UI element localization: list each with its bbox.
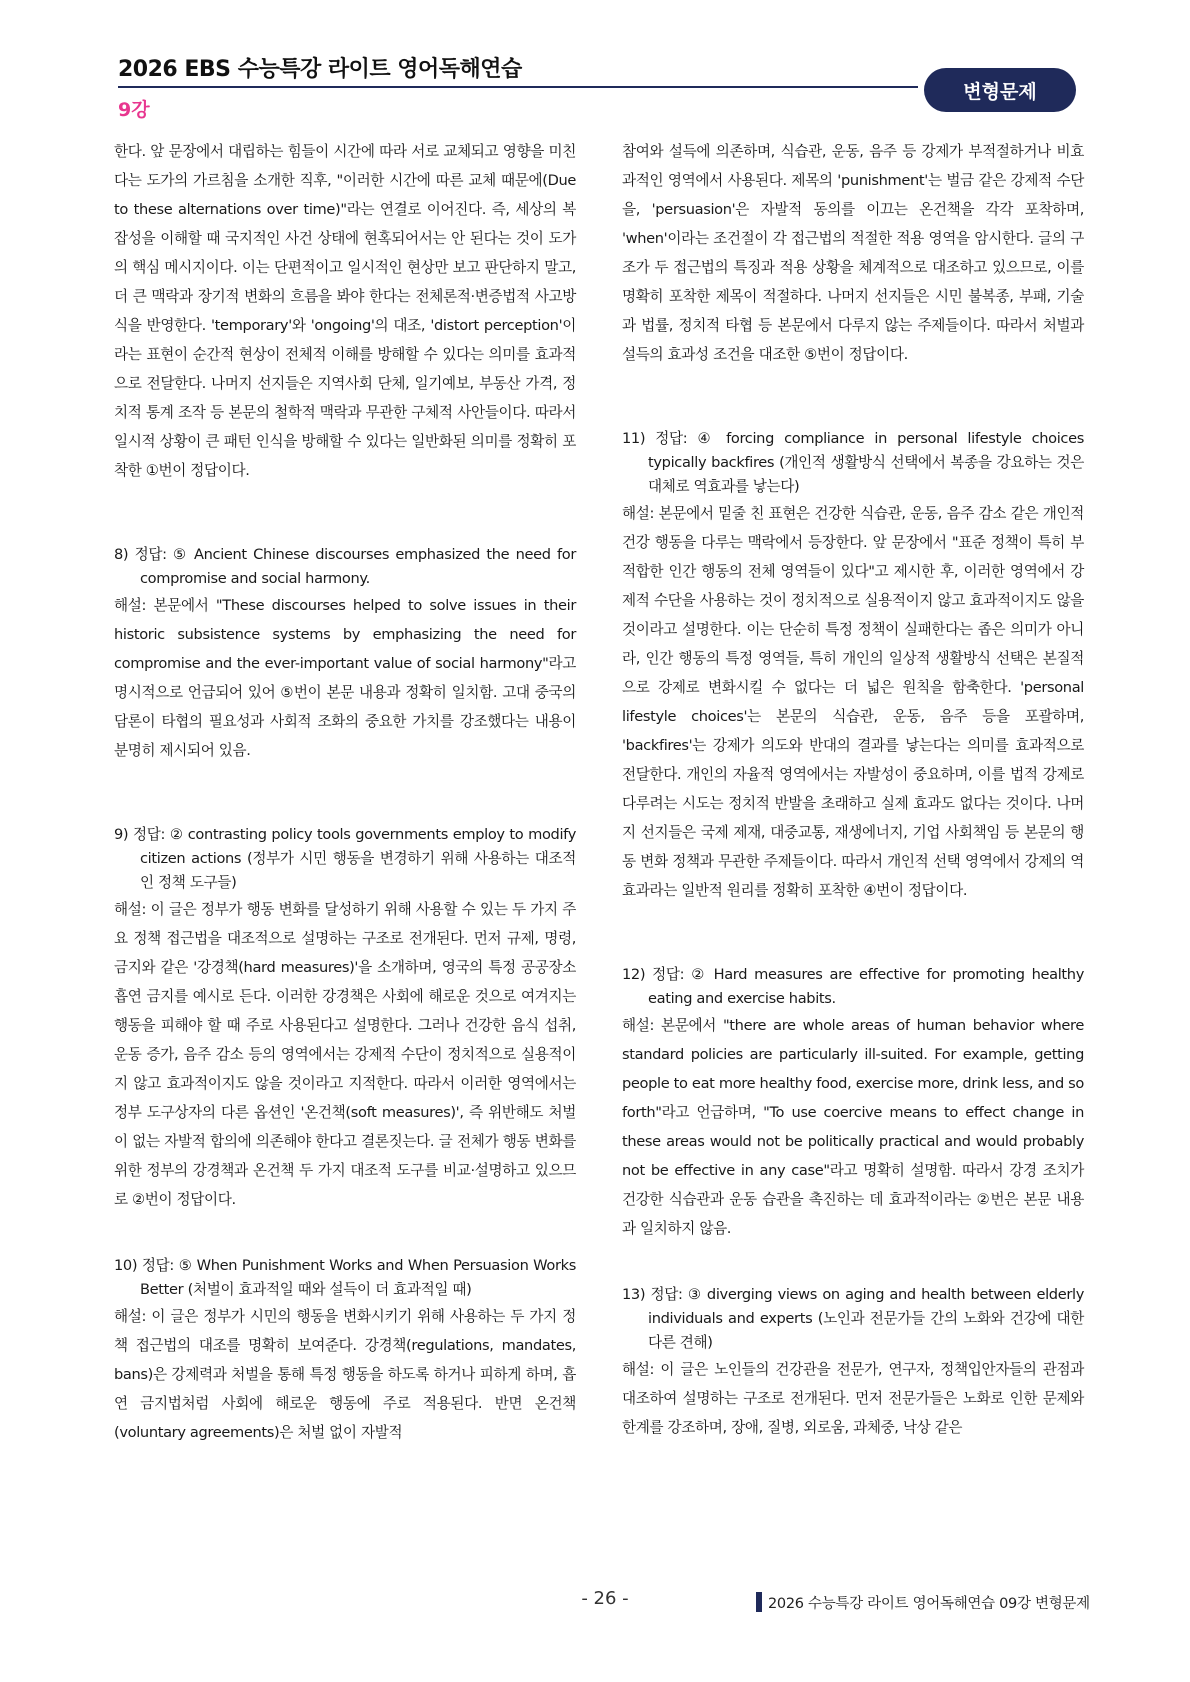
footer-label: 2026 수능특강 라이트 영어독해연습 09강 변형문제 (768, 1596, 1090, 1612)
answer-13-heading: 13) 정답: ③ diverging views on aging and health between elderly individuals and experts (노인과 전문가들 간의 노화와 건강에 대한 다른 견해) (622, 1286, 1084, 1351)
answer-12-heading: 12) 정답: ② Hard measures are effective for promoting healthy eating and exercise habits. (622, 966, 1084, 1007)
left-column (114, 137, 576, 1447)
answer-9-heading: 9) 정답: ② contrasting policy tools governments employ to modify citizen actions (정부가 시민 행동을 변경하기 위해 사용하는 대조적인 정책 도구들) (114, 826, 576, 891)
section-badge: 변형문제 (924, 68, 1076, 112)
lesson-label: 9강 (118, 99, 150, 121)
footer-accent-bar (756, 1592, 762, 1612)
answer-13-explanation: 해설: 이 글은 노인들의 건강관을 전문가, 연구자, 정책입안자들의 관점과 대조하여 설명하는 구조로 전개된다. 먼저 전문가들은 노화로 인한 문제와 한계를 강조하며, 장애, 질병, 외로움, 과체중, 낙상 같은 (622, 1361, 1084, 1436)
answer-9-explanation: 해설: 이 글은 정부가 행동 변화를 달성하기 위해 사용할 수 있는 두 가지 주요 정책 접근법을 대조적으로 설명하는 구조로 전개된다. 먼저 규제, 명령, 금지와 같은 '강경책(hard measures)'을 소개하며, 영국의 특정 공공장소 흡연 금지를 예시로 든다. 이러한 강경책은 사회에 해로운 것으로 여겨지는 행동을 피해야 할 때 주로 사용된다고 설명한다. 그러나 건강한 음식 섭취, 운동 증가, 음주 감소 등의 영역에서는 강제적 수단이 정치적으로 실용적이지 않고 효과적이지도 않을 것이라고 지적한다. 따라서 이러한 영역에서는 정부 도구상자의 다른 옵션인 '온건책(soft measures)', 즉 위반해도 처벌이 없는 자발적 합의에 의존해야 한다고 결론짓는다. 글 전체가 행동 변화를 위한 정부의 강경책과 온건책 두 가지 대조적 도구를 비교·설명하고 있으므로 ②번이 정답이다. (114, 901, 576, 1208)
answer-11-explanation: 해설: 본문에서 밑줄 친 표현은 건강한 식습관, 운동, 음주 감소 같은 개인적 건강 행동을 다루는 맥락에서 등장한다. 앞 문장에서 "표준 정책이 특히 부적합한 인간 행동의 전체 영역들이 있다"고 제시한 후, 이러한 영역에서 강제적 수단을 사용하는 것이 정치적으로 실용적이지 않고 효과적이지도 않을 것이라고 설명한다. 이는 단순히 특정 정책이 실패한다는 좁은 의미가 아니라, 인간 행동의 특정 영역들, 특히 개인의 일상적 생활방식 선택은 본질적으로 강제로 변화시킬 수 없다는 더 넓은 원칙을 함축한다. 'personal lifestyle choices'는 본문의 식습관, 운동, 음주 등을 포괄하며, 'backfires'는 강제가 의도와 반대의 결과를 낳는다는 의미를 효과적으로 전달한다. 개인의 자율적 영역에서는 자발성이 중요하며, 이를 법적 강제로 다루려는 시도는 정치적 반발을 초래하고 실제 효과도 없다는 것이다. 나머지 선지들은 국제 제재, 대중교통, 재생에너지, 기업 사회책임 등 본문의 행동 변화 정책과 무관한 주제들이다. 따라서 개인적 선택 영역에서 강제의 역효과라는 일반적 원리를 정확히 포착한 ④번이 정답이다. (622, 505, 1084, 899)
answer-10-explanation: 해설: 이 글은 정부가 시민의 행동을 변화시키기 위해 사용하는 두 가지 정책 접근법의 대조를 명확히 보여준다. 강경책(regulations, mandates, bans)은 강제력과 처벌을 통해 특정 행동을 하도록 하거나 피하게 하며, 흡연 금지법처럼 사회에 해로운 행동에 주로 적용된다. 반면 온건책(voluntary agreements)은 처벌 없이 자발적 (114, 1308, 576, 1441)
continued-explanation-right: 참여와 설득에 의존하며, 식습관, 운동, 음주 등 강제가 부적절하거나 비효과적인 영역에서 사용된다. 제목의 'punishment'는 벌금 같은 강제적 수단을, 'persuasion'은 자발적 동의를 이끄는 온건책을 각각 포착하며, 'when'이라는 조건절이 각 접근법의 적절한 적용 영역을 암시한다. 글의 구조가 두 접근법의 특징과 적용 상황을 체계적으로 대조하고 있으므로, 이를 명확히 포착한 제목이 적절하다. 나머지 선지들은 시민 불복종, 부패, 기술과 법률, 정치적 타협 등 본문에서 다루지 않는 주제들이다. 따라서 처벌과 설득의 효과성 조건을 대조한 ⑤번이 정답이다. (622, 143, 1084, 363)
header-divider (118, 86, 918, 88)
page-number: - 26 - (581, 1588, 629, 1609)
right-column (622, 137, 1084, 1442)
continued-explanation: 한다. 앞 문장에서 대립하는 힘들이 시간에 따라 서로 교체되고 영향을 미친다는 도가의 가르침을 소개한 직후, "이러한 시간에 따른 교체 때문에(Due to these alternations over time)"라는 연결로 이어진다. 즉, 세상의 복잡성을 이해할 때 국지적인 사건 상태에 현혹되어서는 안 된다는 것이 도가의 핵심 메시지이다. 이는 단편적이고 일시적인 현상만 보고 판단하지 말고, 더 큰 맥락과 장기적 변화의 흐름을 봐야 한다는 전체론적·변증법적 사고방식을 반영한다. 'temporary'와 'ongoing'의 대조, 'distort perception'이라는 표현이 순간적 현상이 전체적 이해를 방해할 수 있다는 의미를 효과적으로 전달한다. 나머지 선지들은 지역사회 단체, 일기예보, 부동산 가격, 정치적 통계 조작 등 본문의 철학적 맥락과 무관한 구체적 사안들이다. 따라서 일시적 상황이 큰 패턴 인식을 방해할 수 있다는 일반화된 의미를 정확히 포착한 ①번이 정답이다. (114, 143, 576, 479)
answer-10-heading: 10) 정답: ⑤ When Punishment Works and When Persuasion Works Better (처벌이 효과적일 때와 설득이 더 효과적일 때) (114, 1257, 576, 1298)
answer-11-heading: 11) 정답: ④ forcing compliance in personal lifestyle choices typically backfires (개인적 생활방식 선택에서 복종을 강요하는 것은 대체로 역효과를 낳는다) (622, 430, 1084, 495)
answer-8-explanation: 해설: 본문에서 "These discourses helped to solve issues in their historic subsistence systems by emphasizing the need for compromise and the ever-important value of social harmony"라고 명시적으로 언급되어 있어 ⑤번이 본문 내용과 정확히 일치함. 고대 중국의 담론이 타협의 필요성과 사회적 조화의 중요한 가치를 강조했다는 내용이 분명히 제시되어 있음. (114, 597, 576, 759)
answer-8-heading: 8) 정답: ⑤ Ancient Chinese discourses emphasized the need for compromise and social harmony. (114, 546, 576, 587)
document-title: 2026 EBS 수능특강 라이트 영어독해연습 (118, 57, 522, 82)
answer-12-explanation: 해설: 본문에서 "there are whole areas of human behavior where standard policies are particularly ill-suited. For example, getting people to eat more healthy food, exercise more, drink less, and so forth"라고 언급하며, "To use coercive means to effect change in these areas would not be politically practical and would probably not be effective in any case"라고 명확히 설명함. 따라서 강경 조치가 건강한 식습관과 운동 습관을 촉진하는 데 효과적이라는 ②번은 본문 내용과 일치하지 않음. (622, 1017, 1084, 1237)
